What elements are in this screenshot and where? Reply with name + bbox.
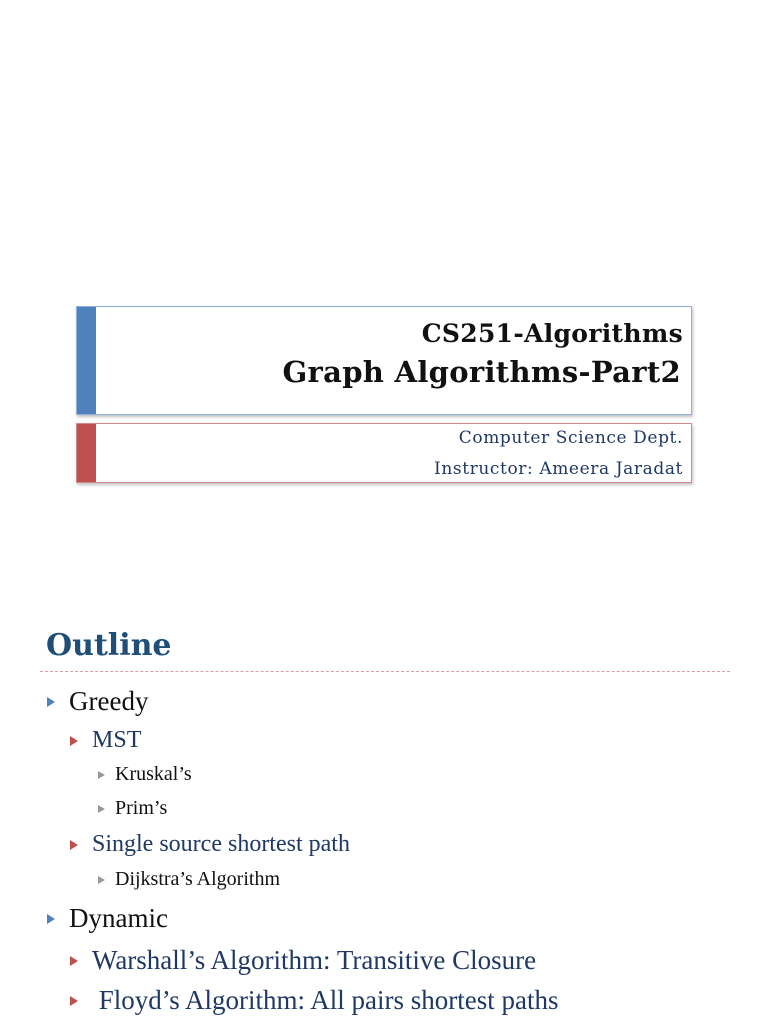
bullet-warshall bbox=[70, 945, 536, 976]
bullet-arrow-icon bbox=[98, 876, 105, 884]
bullet-mst-text: MST bbox=[92, 727, 142, 753]
bullet-greedy bbox=[47, 686, 148, 717]
bullet-dijkstra bbox=[98, 868, 280, 891]
title-box bbox=[76, 306, 692, 415]
bullet-kruskal-text: Kruskal’s bbox=[115, 763, 192, 785]
bullet-arrow-icon bbox=[47, 697, 55, 707]
bullet-prim-text: Prim’s bbox=[115, 797, 168, 819]
subtitle-accent-bar bbox=[77, 424, 96, 482]
instructor-text: Instructor: Ameera Jaradat bbox=[434, 459, 683, 479]
department-text: Computer Science Dept. bbox=[458, 428, 683, 448]
bullet-prim bbox=[98, 797, 167, 820]
bullet-mst bbox=[70, 727, 141, 754]
bullet-arrow-icon bbox=[47, 914, 55, 924]
bullet-kruskal bbox=[98, 763, 192, 786]
bullet-greedy-text: Greedy bbox=[69, 686, 149, 716]
bullet-arrow-icon bbox=[98, 771, 105, 779]
outline-heading: Outline bbox=[46, 628, 172, 663]
course-title: CS251-Algorithms bbox=[421, 319, 683, 348]
bullet-sssp bbox=[70, 831, 350, 858]
bullet-floyd bbox=[70, 985, 559, 1016]
title-accent-bar bbox=[77, 307, 96, 414]
bullet-sssp-text: Single source shortest path bbox=[92, 831, 350, 857]
topic-title: Graph Algorithms-Part2 bbox=[282, 355, 681, 389]
bullet-dynamic-text: Dynamic bbox=[69, 903, 168, 933]
subtitle-box bbox=[76, 423, 692, 483]
bullet-arrow-icon bbox=[70, 996, 78, 1006]
bullet-warshall-text: Warshall’s Algorithm: Transitive Closure bbox=[92, 945, 537, 975]
bullet-arrow-icon bbox=[70, 956, 78, 966]
bullet-arrow-icon bbox=[98, 805, 105, 813]
bullet-dijkstra-text: Dijkstra’s Algorithm bbox=[115, 868, 280, 890]
bullet-floyd-text: Floyd’s Algorithm: All pairs shortest paths bbox=[92, 985, 559, 1015]
bullet-arrow-icon bbox=[70, 736, 78, 746]
bullet-dynamic bbox=[47, 903, 168, 934]
bullet-arrow-icon bbox=[70, 840, 78, 850]
outline-divider bbox=[40, 671, 730, 672]
